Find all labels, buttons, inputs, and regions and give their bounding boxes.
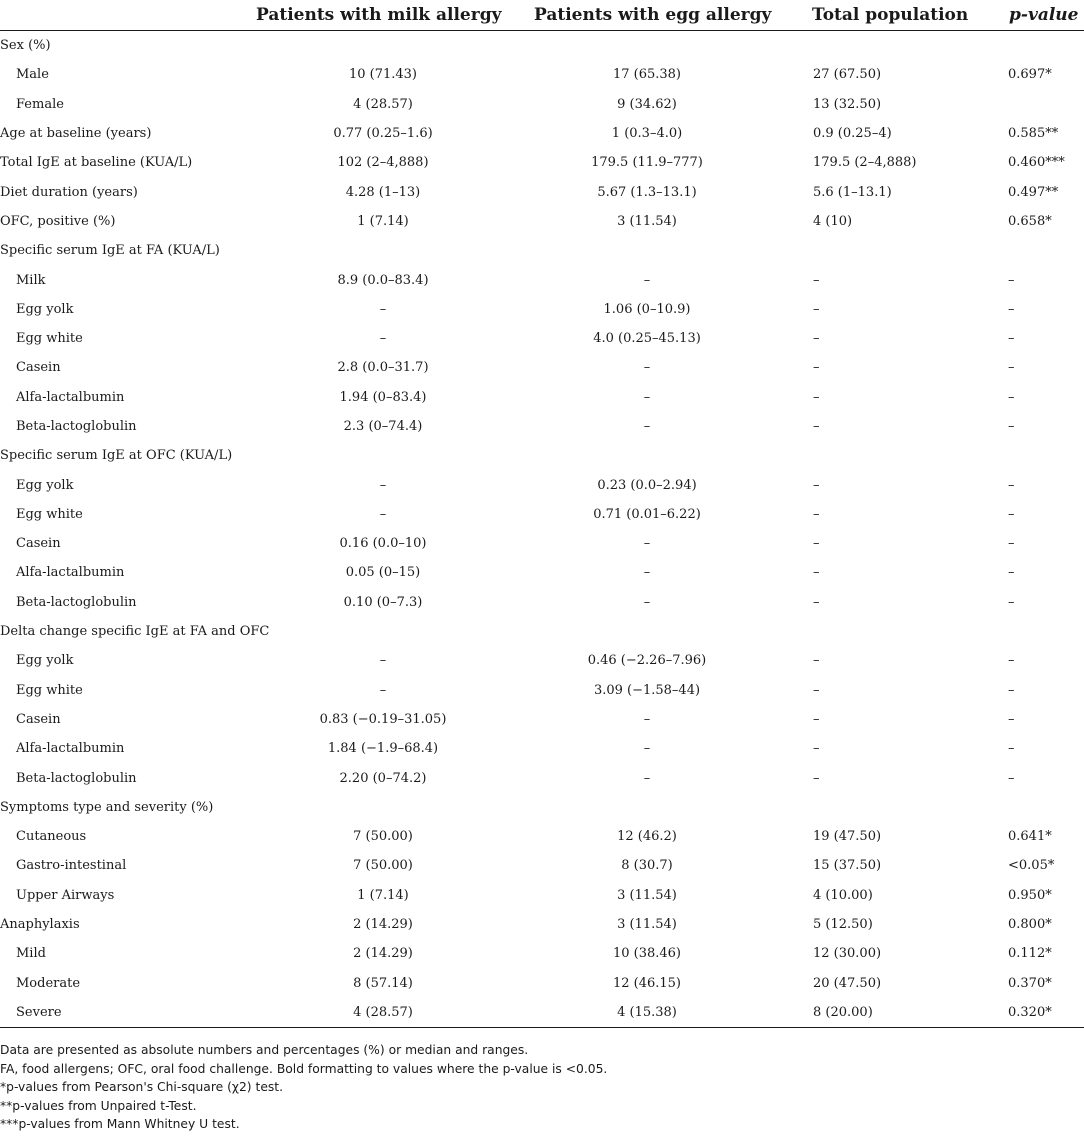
table-row xyxy=(0,822,1084,851)
cell-egg: 12 (46.15) xyxy=(612,975,682,991)
cell-egg: – xyxy=(643,389,651,405)
cell-pvalue xyxy=(996,441,1084,470)
cell-milk: 2 (14.29) xyxy=(353,946,413,962)
cell-pvalue: – xyxy=(1008,770,1015,786)
cell-pvalue: – xyxy=(1008,741,1015,757)
table-row xyxy=(0,793,1084,822)
table-row xyxy=(0,881,1084,910)
cell-egg: 0.71 (0.01–6.22) xyxy=(593,506,701,522)
cell-milk xyxy=(256,236,510,265)
table-row xyxy=(0,236,1084,265)
row-label: Symptoms type and severity (%) xyxy=(0,799,214,815)
row-label: Beta-lactoglobulin xyxy=(16,419,137,434)
row-label: Casein xyxy=(16,536,61,552)
cell-milk: – xyxy=(379,331,387,347)
cell-egg: 4 (15.38) xyxy=(510,998,784,1028)
cell-milk: 4.28 (1–13) xyxy=(345,184,421,200)
footnote: ***p-values from Mann Whitney U test. xyxy=(0,1117,240,1131)
cell-milk: 7 (50.00) xyxy=(353,829,413,845)
cell-pvalue: – xyxy=(1008,419,1015,434)
cell-pvalue: 0.800* xyxy=(1008,917,1052,933)
row-label: Male xyxy=(16,67,49,83)
cell-egg: – xyxy=(643,594,651,610)
cell-pvalue xyxy=(996,236,1084,265)
cell-egg: 17 (65.38) xyxy=(612,67,682,83)
table-row xyxy=(0,939,1084,968)
cell-total: 20 (47.50) xyxy=(813,975,882,991)
cell-milk: 0.16 (0.0–10) xyxy=(339,536,427,552)
row-label: Beta-lactoglobulin xyxy=(16,770,137,786)
row-label: Egg yolk xyxy=(16,301,74,317)
cell-egg: – xyxy=(643,272,651,288)
cell-pvalue: 0.112* xyxy=(1008,946,1052,962)
row-label: Specific serum IgE at OFC (KUA/L) xyxy=(0,448,233,464)
row-label: Upper Airways xyxy=(16,887,115,903)
row-label: Female xyxy=(16,96,64,112)
table-row xyxy=(0,969,1084,998)
table-row xyxy=(0,412,1084,441)
footnote: Data are presented as absolute numbers and percentages (%) or median and ranges. xyxy=(0,1043,529,1057)
cell-total xyxy=(784,441,996,470)
row-label: Egg yolk xyxy=(16,653,74,669)
table-row xyxy=(0,617,1084,646)
cell-milk: – xyxy=(379,506,387,522)
cell-egg xyxy=(510,793,784,822)
cell-total: 8 (20.00) xyxy=(784,998,996,1028)
row-label: Alfa-lactalbumin xyxy=(16,389,125,405)
header-pvalue: p-value xyxy=(996,0,1084,31)
table-row xyxy=(0,529,1084,558)
cell-milk: 0.83 (−0.19–31.05) xyxy=(319,711,447,727)
table-row xyxy=(0,324,1084,353)
row-label: Diet duration (years) xyxy=(0,184,138,200)
cell-milk: 2 (14.29) xyxy=(353,917,413,933)
cell-milk: 0.77 (0.25–1.6) xyxy=(333,126,433,142)
cell-pvalue: 0.658* xyxy=(1008,213,1052,229)
table-row xyxy=(0,383,1084,412)
table-row xyxy=(0,441,1084,470)
table-row xyxy=(0,353,1084,382)
row-label: Age at baseline (years) xyxy=(0,126,152,142)
cell-egg: 10 (38.46) xyxy=(612,946,682,962)
cell-egg: 8 (30.7) xyxy=(621,858,673,874)
cell-pvalue xyxy=(996,31,1084,61)
footnote: FA, food allergens; OFC, oral food challenge. Bold formatting to values where the p-value is <0.05. xyxy=(0,1061,608,1076)
cell-total: – xyxy=(813,477,820,493)
cell-milk: 0.10 (0–7.3) xyxy=(343,594,423,610)
cell-milk: – xyxy=(379,653,387,669)
header-egg: Patients with egg allergy xyxy=(510,0,784,31)
cell-total: 179.5 (2–4,888) xyxy=(813,155,917,171)
cell-pvalue: 0.585** xyxy=(1008,126,1059,142)
cell-total: 12 (30.00) xyxy=(813,946,882,962)
cell-total xyxy=(784,236,996,265)
table-row xyxy=(0,676,1084,705)
cell-pvalue: <0.05* xyxy=(1008,858,1055,874)
cell-total: 4 (10.00) xyxy=(813,887,873,903)
table-row xyxy=(0,265,1084,294)
cell-egg: – xyxy=(643,419,651,434)
table-row xyxy=(0,31,1084,61)
cell-total: 5 (12.50) xyxy=(813,917,873,933)
cell-pvalue: 0.697* xyxy=(1008,67,1052,83)
cell-pvalue: – xyxy=(1008,653,1015,669)
footnote: **p-values from Unpaired t-Test. xyxy=(0,1098,197,1113)
cell-total xyxy=(784,793,996,822)
cell-pvalue: – xyxy=(1008,536,1015,552)
row-label: Moderate xyxy=(16,975,81,991)
cell-total: – xyxy=(813,506,820,522)
cell-pvalue: – xyxy=(1008,506,1015,522)
row-label: Specific serum IgE at FA (KUA/L) xyxy=(0,243,220,259)
cell-egg: 1 (0.3–4.0) xyxy=(611,126,683,142)
table-row xyxy=(0,705,1084,734)
cell-total: – xyxy=(813,419,820,434)
cell-total: – xyxy=(813,360,820,376)
cell-milk: 10 (71.43) xyxy=(348,67,418,83)
row-label: Anaphylaxis xyxy=(0,917,80,933)
row-label: Severe xyxy=(0,998,256,1028)
cell-total: 19 (47.50) xyxy=(813,829,882,845)
cell-egg: 1.06 (0–10.9) xyxy=(603,301,691,317)
row-label: Milk xyxy=(16,272,46,288)
header-row xyxy=(0,0,1084,31)
cell-pvalue xyxy=(996,793,1084,822)
cell-total: – xyxy=(813,536,820,552)
cell-pvalue xyxy=(996,90,1084,119)
cell-total: – xyxy=(813,682,820,698)
table-row xyxy=(0,470,1084,499)
cell-milk: 2.20 (0–74.2) xyxy=(339,770,427,786)
cell-egg: – xyxy=(643,536,651,552)
table-row xyxy=(0,60,1084,89)
cell-pvalue: – xyxy=(1008,331,1015,347)
cell-total: – xyxy=(813,389,820,405)
table-row xyxy=(0,119,1084,148)
row-label: Beta-lactoglobulin xyxy=(16,594,137,610)
cell-egg: 5.67 (1.3–13.1) xyxy=(597,184,697,200)
row-label: OFC, positive (%) xyxy=(0,213,116,229)
cell-egg: 3.09 (−1.58–44) xyxy=(593,682,701,698)
cell-egg: 0.46 (−2.26–7.96) xyxy=(587,653,707,669)
row-label: Alfa-lactalbumin xyxy=(16,565,125,581)
row-label: Egg yolk xyxy=(16,477,74,493)
cell-egg: – xyxy=(643,770,651,786)
cell-total xyxy=(784,617,996,646)
cell-total: – xyxy=(813,272,820,288)
row-label: Gastro-intestinal xyxy=(16,858,127,874)
cell-total: – xyxy=(813,594,820,610)
cell-milk: 2.8 (0.0–31.7) xyxy=(337,360,429,376)
cell-milk: – xyxy=(379,682,387,698)
cell-pvalue: 0.460*** xyxy=(1008,155,1065,171)
cell-total: 5.6 (1–13.1) xyxy=(813,184,892,200)
table-row xyxy=(0,646,1084,675)
cell-total: – xyxy=(813,711,820,727)
header-total: Total population xyxy=(784,0,996,31)
table-row xyxy=(0,734,1084,763)
table-row xyxy=(0,207,1084,236)
cell-egg: – xyxy=(643,741,651,757)
cell-pvalue: – xyxy=(1008,682,1015,698)
cell-pvalue: 0.320* xyxy=(996,998,1084,1028)
table-row xyxy=(0,500,1084,529)
cell-milk: 8 (57.14) xyxy=(353,975,413,991)
table-row xyxy=(0,295,1084,324)
table-row xyxy=(0,763,1084,792)
cell-pvalue: – xyxy=(1008,594,1015,610)
cell-milk: 102 (2–4,888) xyxy=(337,155,429,171)
cell-milk: 7 (50.00) xyxy=(353,858,413,874)
cell-pvalue: – xyxy=(1008,301,1015,317)
cell-egg: 0.23 (0.0–2.94) xyxy=(597,477,697,493)
cell-pvalue: – xyxy=(1008,477,1015,493)
cell-milk: 8.9 (0.0–83.4) xyxy=(337,272,429,288)
cell-total: 13 (32.50) xyxy=(813,96,882,112)
cell-pvalue: – xyxy=(1008,565,1015,581)
cell-egg: 3 (11.54) xyxy=(617,213,677,229)
table-row xyxy=(0,851,1084,880)
cell-milk: – xyxy=(379,301,387,317)
row-label: Cutaneous xyxy=(16,829,87,845)
cell-milk xyxy=(256,617,510,646)
cell-pvalue: – xyxy=(1008,272,1015,288)
cell-milk: 1.84 (−1.9–68.4) xyxy=(327,741,439,757)
row-label: Delta change specific IgE at FA and OFC xyxy=(0,624,270,640)
row-label: Alfa-lactalbumin xyxy=(16,741,125,757)
table-row xyxy=(0,177,1084,206)
row-label: Sex (%) xyxy=(0,38,51,54)
cell-total: 0.9 (0.25–4) xyxy=(813,126,892,142)
cell-total: – xyxy=(813,770,820,786)
row-label: Total IgE at baseline (KUA/L) xyxy=(0,155,193,171)
cell-egg: – xyxy=(643,360,651,376)
cell-egg: 12 (46.2) xyxy=(617,829,677,845)
cell-milk: 1.94 (0–83.4) xyxy=(339,389,427,405)
cell-pvalue: 0.950* xyxy=(1008,887,1052,903)
cell-milk: 1 (7.14) xyxy=(357,887,409,903)
header-label xyxy=(0,0,256,31)
row-label: Egg white xyxy=(16,331,83,347)
cell-egg: – xyxy=(643,565,651,581)
cell-egg: 3 (11.54) xyxy=(617,917,677,933)
cell-milk: – xyxy=(379,477,387,493)
cell-pvalue: – xyxy=(1008,389,1015,405)
cell-egg: – xyxy=(643,711,651,727)
footnote: *p-values from Pearson's Chi-square (χ2) test. xyxy=(0,1080,284,1094)
row-label: Egg white xyxy=(16,506,83,522)
cell-milk xyxy=(256,793,510,822)
table-footnotes xyxy=(0,1041,1084,1134)
cell-milk xyxy=(256,31,510,61)
cell-pvalue: 0.370* xyxy=(1008,975,1052,991)
table-row xyxy=(0,148,1084,177)
cell-milk: 4 (28.57) xyxy=(256,998,510,1028)
header-milk: Patients with milk allergy xyxy=(256,0,510,31)
cell-egg xyxy=(510,441,784,470)
row-label: Casein xyxy=(16,711,61,727)
cell-total: – xyxy=(813,653,820,669)
cell-total: – xyxy=(813,301,820,317)
cell-egg xyxy=(510,236,784,265)
cell-pvalue xyxy=(996,617,1084,646)
cell-egg xyxy=(510,617,784,646)
cell-total: 4 (10) xyxy=(813,213,853,229)
cell-total: 27 (67.50) xyxy=(813,67,882,83)
cell-total: – xyxy=(813,741,820,757)
row-label: Casein xyxy=(16,360,61,376)
cell-milk: 0.05 (0–15) xyxy=(345,565,421,581)
table-row xyxy=(0,90,1084,119)
cell-egg: 179.5 (11.9–777) xyxy=(591,155,703,171)
cell-egg: 3 (11.54) xyxy=(617,887,677,903)
cell-egg: 9 (34.62) xyxy=(617,96,677,112)
cell-milk: 4 (28.57) xyxy=(353,96,413,112)
cell-pvalue: – xyxy=(1008,360,1015,376)
cell-total: 15 (37.50) xyxy=(813,858,882,874)
cell-milk xyxy=(256,441,510,470)
table-row xyxy=(0,910,1084,939)
cell-egg xyxy=(510,31,784,61)
table-row xyxy=(0,998,1084,1028)
cell-total xyxy=(784,31,996,61)
row-label: Mild xyxy=(16,946,46,962)
cell-milk: 1 (7.14) xyxy=(357,213,409,229)
table-row xyxy=(0,588,1084,617)
cell-pvalue: 0.641* xyxy=(1008,829,1052,845)
table-row xyxy=(0,558,1084,587)
cell-total: – xyxy=(813,331,820,347)
cell-pvalue: 0.497** xyxy=(1008,184,1059,200)
row-label: Egg white xyxy=(16,682,83,698)
cell-pvalue: – xyxy=(1008,711,1015,727)
cell-milk: 2.3 (0–74.4) xyxy=(343,419,423,434)
cell-egg: 4.0 (0.25–45.13) xyxy=(593,331,701,347)
cell-total: – xyxy=(813,565,820,581)
